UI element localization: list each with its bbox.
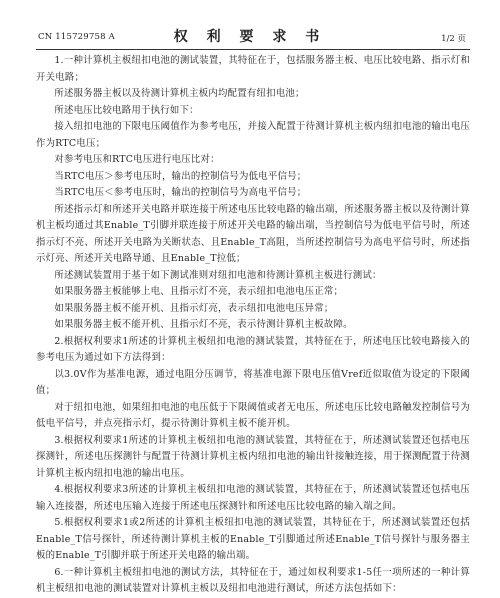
- claim-paragraph: 如果服务器主板不能开机、且指示灯亮，表示纽扣电池电压异常；: [54, 302, 334, 314]
- claim-paragraph: 2.根据权利要求1所述的计算机主板纽扣电池的测试装置，其特征在于，所述电压比较电路接入的参考电压为通过如下方法得到：: [36, 335, 470, 363]
- claim-paragraph: 4.根据权利要求3所述的计算机主板纽扣电池的测试装置，其特征在于，所述测试装置还包括电压输入连接器，所述电压输入连接于所述电压探测针和所述电压比较电路的输入端之间。: [36, 484, 470, 512]
- claim-paragraph: 对于纽扣电池，如果纽扣电池的电压低于下限阈值或者无电压，所述电压比较电路触发控制信号为低电平信号，并点亮指示灯，提示待测计算机主板不能开机。: [36, 401, 470, 429]
- claim-paragraph: 3.根据权利要求1所述的计算机主板纽扣电池的测试装置，其特征在于，所述测试装置还包括电压探测针，所述电压探测针与配置于待测计算机主板内纽扣电池的输出针接触连接，用于探测配置于待测计算机主板内纽扣电池的输出电压。: [36, 434, 470, 479]
- claim-paragraph: 以3.0V作为基准电源，通过电阻分压调节，将基准电源下限电压值Vref近似取值为设定的下限阈值；: [36, 368, 470, 396]
- claims-body: [36, 53, 470, 598]
- claim-paragraph: 所述指示灯和所述开关电路并联连接于所述电压比较电路的输出端，所述服务器主板以及待测计算机主板均通过其Enable_T引脚并联连接于所述开关电路的输出端，当控制信号为低电平信号时，所述指示灯不亮、所述开关电路为关断状态、且Enable_T高阻，当所述控制信号为高电平信号时，所述指示灯亮、所述开关电路导通、且Enable_T拉低；: [36, 203, 470, 264]
- page-header: [0, 26, 500, 46]
- document-title: 权 利 要 求 书: [173, 29, 327, 45]
- claim-paragraph: 5.根据权利要求1或2所述的计算机主板纽扣电池的测试装置，其特征在于，所述测试装置还包括Enable_T信号探针，所述待测计算机主板的Enable_T引脚通过所述Enable_T信号探针与服务器主板的Enable_T引脚并联于所述开关电路的输出端。: [36, 517, 470, 561]
- claim-paragraph: 如果服务器主板不能开机、且指示灯不亮，表示待测计算机主板故障。: [54, 319, 353, 330]
- claim-paragraph: 当RTC电压＜参考电压时，输出的控制信号为高电平信号；: [54, 187, 307, 198]
- claim-paragraph: 接入纽扣电池的下限电压阈值作为参考电压，并接入配置于待测计算机主板内纽扣电池的输出电压作为RTC电压；: [36, 121, 470, 149]
- document-id: CN 115729758 A: [38, 32, 115, 42]
- claim-paragraph: 所述服务器主板以及待测计算机主板内均配置有纽扣电池；: [54, 88, 305, 99]
- claim-paragraph: 对参考电压和RTC电压进行电压比对：: [54, 154, 220, 165]
- page-number: 1/2 页: [441, 34, 466, 44]
- claim-paragraph: 当RTC电压＞参考电压时，输出的控制信号为低电平信号；: [54, 170, 307, 182]
- claim-paragraph: 6.一种计算机主板纽扣电池的测试方法，其特征在于，通过如权利要求1-5任一项所述的一种计算机主板纽扣电池的测试装置对计算机主板以及纽扣电池进行测试，所述方法包括如下：: [36, 566, 470, 594]
- claim-paragraph: 所述测试装置用于基于如下测试准则对纽扣电池和待测计算机主板进行测试：: [54, 269, 382, 281]
- claim-paragraph: 所述电压比较电路用于执行如下：: [54, 104, 199, 116]
- claim-paragraph: 1.一种计算机主板纽扣电池的测试装置，其特征在于，包括服务器主板、电压比较电路、指示灯和开关电路；: [36, 55, 470, 83]
- claim-paragraph: 如果服务器主板能够上电、且指示灯不亮，表示纽扣电池电压正常；: [54, 286, 344, 297]
- header-divider: [36, 49, 470, 50]
